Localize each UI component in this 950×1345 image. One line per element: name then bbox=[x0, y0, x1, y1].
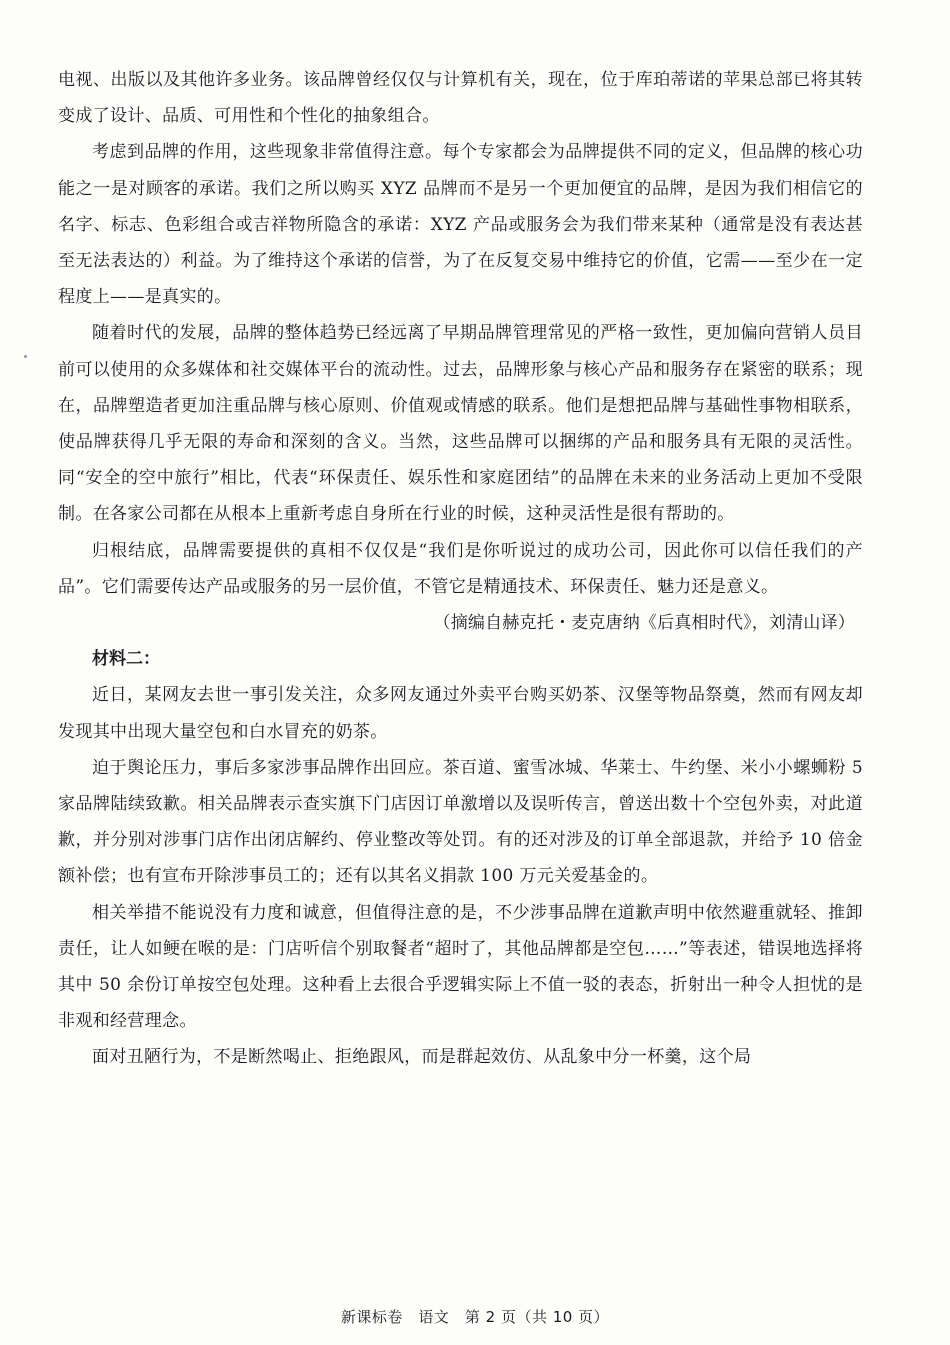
paragraph-continuation: 电视、出版以及其他许多业务。该品牌曾经仅仅与计算机有关，现在，位于库珀蒂诺的苹果总部已将其转变成了设计、品质、可用性和个性化的抽象组合。 bbox=[58, 70, 863, 127]
paragraph-incident: 近日，某网友去世一事引发关注，众多网友通过外卖平台购买奶茶、汉堡等物品祭奠，然而有网友却发现其中出现大量空包和白水冒充的奶茶。 bbox=[58, 685, 863, 742]
page-footer: 新课标卷 语文 第 2 页（共 10 页） bbox=[340, 1308, 610, 1326]
source-citation: （摘编自赫克托・麦克唐纳《后真相时代》，刘清山译） bbox=[433, 613, 855, 634]
material-two-heading: 材料二： bbox=[92, 649, 160, 670]
paragraph-imitation: 面对丑陋行为，不是断然喝止、拒绝跟风，而是群起效仿、从乱象中分一杯羹，这个局 bbox=[92, 1047, 752, 1068]
paragraph-brand-truth: 归根结底，品牌需要提供的真相不仅仅是“我们是你听说过的成功公司，因此你可以信任我们的产品”。它们需要传达产品或服务的另一层价值，不管它是精通技术、环保责任、魅力还是意义。 bbox=[58, 540, 863, 597]
paragraph-evasion: 相关举措不能说没有力度和诚意，但值得注意的是，不少涉事品牌在道歉声明中依然避重就轻、推卸责任，让人如鲠在喉的是：门店听信个别取餐者“超时了，其他品牌都是空包……”等表述，错误地选择将其中 50 余份订单按空包处理。这种看上去很合乎逻辑实际上不值一驳的表态，折射出一种令人担忧的是非观和经营理念。 bbox=[58, 902, 863, 1032]
paragraph-apologies: 迫于舆论压力，事后多家涉事品牌作出回应。茶百道、蜜雪冰城、华莱士、牛约堡、米小小螺蛳粉 5 家品牌陆续致歉。相关品牌表示查实旗下门店因订单激增以及误听传言，曾送出数十个空包外卖，对此道歉，并分别对涉事门店作出闭店解约、停业整改等处罚。有的还对涉及的订单全部退款，并给予 10 倍金额补偿；也有宣布开除涉事员工的；还有以其名义捐款 100 万元关爱基金的。 bbox=[58, 757, 863, 887]
paragraph-brand-promise: 考虑到品牌的作用，这些现象非常值得注意。每个专家都会为品牌提供不同的定义，但品牌的核心功能之一是对顾客的承诺。我们之所以购买 XYZ 品牌而不是另一个更加便宜的品牌，是因为我们相信它的名字、标志、色彩组合或吉祥物所隐含的承诺：XYZ 产品或服务会为我们带来某种（通常是没有表达甚至无法表达的）利益。为了维持这个承诺的信誉，为了在反复交易中维持它的价值，它需——至少在一定程度上——是真实的。 bbox=[58, 142, 863, 308]
paragraph-brand-trend: 随着时代的发展，品牌的整体趋势已经远离了早期品牌管理常见的严格一致性，更加偏向营销人员目前可以使用的众多媒体和社交媒体平台的流动性。过去，品牌形象与核心产品和服务存在紧密的联系；现在，品牌塑造者更加注重品牌与核心原则、价值观或情感的联系。他们是想把品牌与基础性事物相联系，使品牌获得几乎无限的寿命和深刻的含义。当然，这些品牌可以捆绑的产品和服务具有无限的灵活性。同“安全的空中旅行”相比，代表“环保责任、娱乐性和家庭团结”的品牌在未来的业务活动上更加不受限制。在各家公司都在从根本上重新考虑自身所在行业的时候，这种灵活性是很有帮助的。 bbox=[58, 323, 863, 525]
scan-speck bbox=[24, 355, 27, 358]
passage-body bbox=[58, 62, 863, 1076]
